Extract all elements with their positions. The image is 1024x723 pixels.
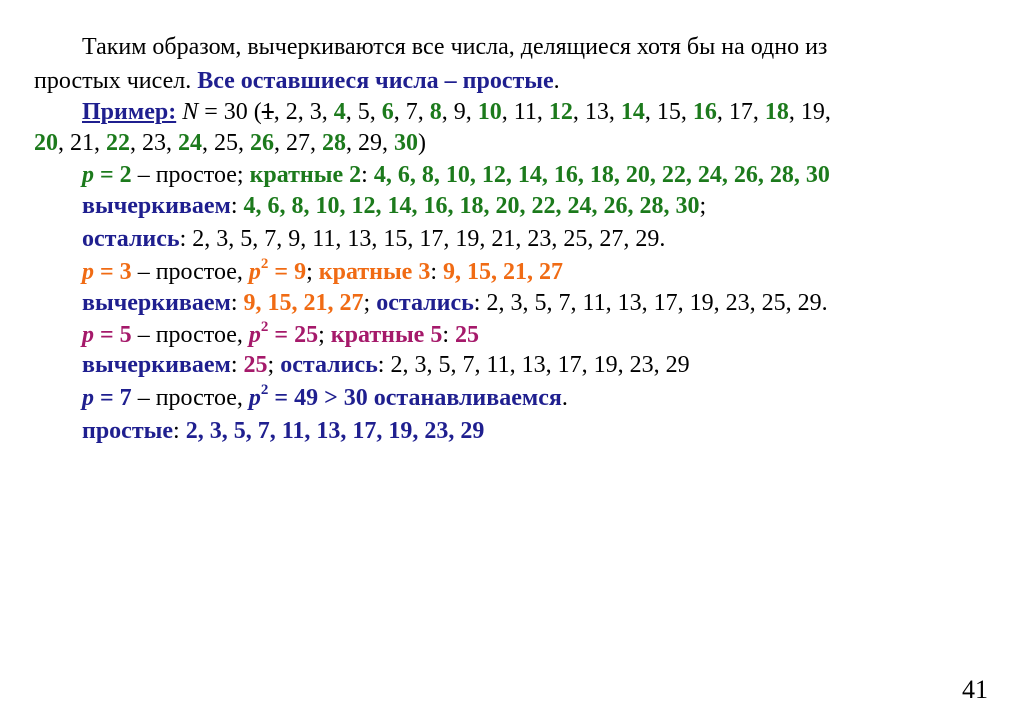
number-token: , [130,130,142,156]
p7-sq-eq: = 49 > 30 останавливаемся [268,385,562,411]
example-line-1 [82,97,831,127]
p3-sq-eq: = 9 [268,259,307,285]
conclusion-text: Все оставшиеся числа – простые [197,68,554,94]
p5-strike-colon: : [230,352,244,378]
even-number: 30 [394,130,418,156]
p7-eq: = 7 [94,385,132,411]
example-line-2 [34,128,426,158]
primes-line [82,416,484,446]
number-token: , [202,130,214,156]
example-numbers-1 [274,99,831,125]
p5-mult-label: кратные 5 [330,322,443,348]
example-n-symbol: N [182,99,199,125]
number-token: , [465,99,478,125]
even-number: 14 [620,99,645,125]
p5-left-values: : 2, 3, 5, 7, 11, 13, 17, 19, 23, 29 [377,352,690,378]
primes-label: простые [82,418,174,444]
p2-strike-colon: : [230,193,244,219]
p2-strike-line [82,191,706,221]
number-token: , [94,130,106,156]
p3-sq-exp: 2 [260,256,269,272]
p2-strike-values: 4, 6, 8, 10, 12, 14, 16, 18, 20, 22, 24, 26, 28, 30 [243,193,700,219]
p3-left-label: остались [376,290,474,316]
p3-strike-line [82,288,828,318]
number-token: ) [418,130,426,156]
number-token: , [608,99,621,125]
p5-strike-values: 25 [243,352,268,378]
p5-left-label: остались [280,352,378,378]
number-token: 13 [584,99,609,125]
number-token: , [644,99,657,125]
number-token: , [321,99,334,125]
number-token: 11 [513,99,537,125]
number-token: , [680,99,693,125]
number-token: , [501,99,514,125]
p2-left-values: : 2, 3, 5, 7, 9, 11, 13, 15, 17, 19, 21, 23, 25, 27, 29. [179,226,666,252]
intro-text-2c: . [553,68,560,94]
struck-one: 1 [261,99,274,125]
number-token: , [382,130,394,156]
p5-sq-symbol: p [248,322,261,348]
p3-sq-symbol: p [248,259,261,285]
p5-sq-exp: 2 [260,319,269,335]
p3-semi2: ; [363,290,377,316]
intro-text-1: Таким образом, вычеркиваются все числа, делящиеся хотя бы на одно из [82,34,828,60]
p5-semi2: ; [267,352,281,378]
p7-end: . [561,385,568,411]
p5-mult-values: 25 [455,322,479,348]
intro-line-1 [82,32,827,62]
p2-mult-values: 4, 6, 8, 10, 12, 14, 16, 18, 20, 22, 24, 26, 28, 30 [373,162,830,188]
p2-eq: = 2 [94,162,132,188]
even-number: 22 [106,130,130,156]
p7-symbol: p [82,385,94,411]
even-number: 28 [322,130,346,156]
example-numbers-2 [34,130,426,156]
even-number: 16 [692,99,717,125]
primes-values: 2, 3, 5, 7, 11, 13, 17, 19, 23, 29 [185,418,485,444]
p5-symbol: p [82,322,94,348]
number-token: , [166,130,178,156]
p5-strike-label: вычеркиваем [82,352,231,378]
number-token: 5 [357,99,370,125]
number-token: , [273,99,286,125]
number-token: , [238,130,250,156]
example-eq: = 30 ( [198,99,262,125]
p3-symbol: p [82,259,94,285]
number-token: , [417,99,430,125]
p2-left-label: остались [82,226,180,252]
number-token: 7 [405,99,418,125]
number-token: , [369,99,382,125]
p2-strike-end: ; [699,193,707,219]
p3-mult-label: кратные 3 [318,259,431,285]
p5-semi: ; [318,322,331,348]
page-number: 41 [962,675,988,704]
even-number: 24 [178,130,202,156]
p5-line [82,320,479,350]
example-label: Пример: [82,99,177,125]
number-token: , [297,99,310,125]
primes-colon: : [173,418,186,444]
p2-strike-label: вычеркиваем [82,193,231,219]
p3-strike-label: вычеркиваем [82,290,231,316]
even-number: 26 [250,130,274,156]
p7-dash-text: – простое, [131,385,249,411]
intro-text-2a: простых чисел. [34,68,198,94]
number-token: , [441,99,454,125]
p3-strike-values: 9, 15, 21, 27 [243,290,364,316]
even-number: 6 [381,99,394,125]
number-token: , [572,99,585,125]
p3-semi: ; [306,259,319,285]
number-token: , [58,130,70,156]
p7-sq-exp: 2 [260,382,269,398]
p2-colon: : [361,162,374,188]
p3-line [82,257,563,287]
number-token: 23 [142,130,166,156]
number-token: 27 [286,130,310,156]
number-token: 17 [728,99,753,125]
even-number: 18 [764,99,789,125]
p3-mult-values: 9, 15, 21, 27 [443,259,563,285]
p7-line [82,383,568,413]
p5-sq-eq: = 25 [268,322,319,348]
number-token: 15 [656,99,681,125]
even-number: 8 [429,99,442,125]
even-number: 12 [548,99,573,125]
p2-symbol: p [82,162,94,188]
p7-sq-symbol: p [248,385,261,411]
number-token: , [716,99,729,125]
p2-left-line [82,224,665,254]
even-number: 4 [333,99,346,125]
p3-left-values: : 2, 3, 5, 7, 11, 13, 17, 19, 23, 25, 29. [473,290,828,316]
number-token: 9 [453,99,466,125]
number-token: , [393,99,406,125]
p2-dash-text: – простое; [131,162,250,188]
p5-strike-line [82,350,690,380]
intro-line-2 [34,66,560,96]
number-token: 3 [309,99,322,125]
number-token: , [310,130,322,156]
even-number: 10 [477,99,502,125]
p5-eq: = 5 [94,322,132,348]
number-token: , [346,130,358,156]
p3-strike-colon: : [230,290,244,316]
number-token: 25 [214,130,238,156]
number-token: , [274,130,286,156]
number-token: 29 [358,130,382,156]
p3-colon: : [430,259,443,285]
number-token: , [345,99,358,125]
p5-colon: : [442,322,455,348]
number-token: , [788,99,801,125]
p5-dash-text: – простое, [131,322,249,348]
number-token: 2 [285,99,298,125]
p2-line [82,160,830,190]
number-token: 21 [70,130,94,156]
number-token: , [536,99,549,125]
even-number: 20 [34,130,58,156]
number-token: , [752,99,765,125]
p3-eq: = 3 [94,259,132,285]
p3-dash-text: – простое, [131,259,249,285]
number-token: 19 [800,99,825,125]
number-token: , [824,99,831,125]
p2-mult-label: кратные 2 [249,162,362,188]
